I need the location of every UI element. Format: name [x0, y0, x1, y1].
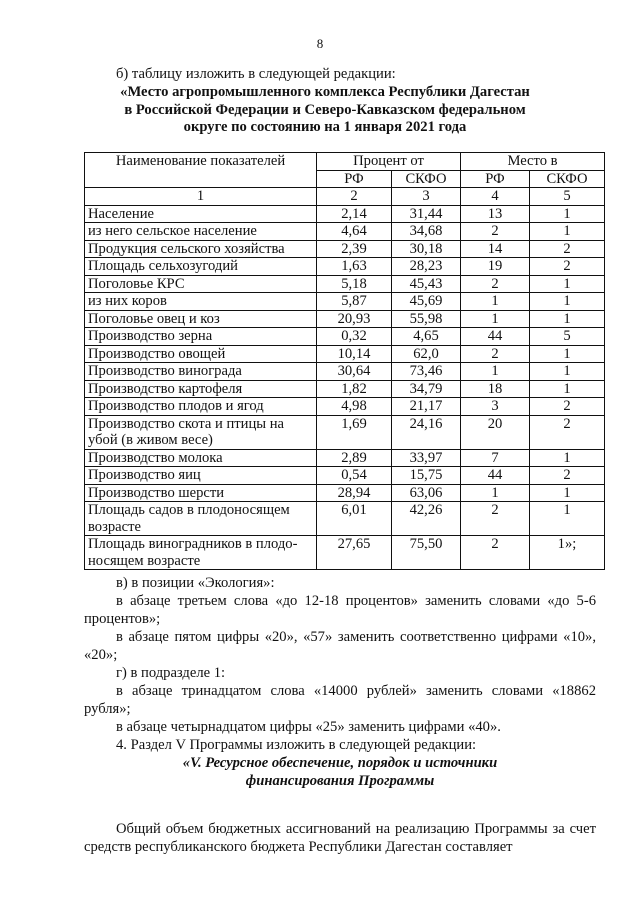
paragraph: в абзаце четырнадцатом цифры «25» заменить цифрами «40». [116, 719, 501, 735]
percent-rf-cell: 30,64 [317, 363, 392, 381]
place-rf-cell: 2 [461, 275, 530, 293]
paragraph: г) в подразделе 1: [116, 665, 226, 681]
table-row [85, 205, 605, 223]
place-rf-cell: 13 [461, 205, 530, 223]
place-rf-cell: 1 [461, 293, 530, 311]
table-row [85, 258, 605, 276]
place-rf-cell: 1 [461, 484, 530, 502]
percent-skfo-cell: 33,97 [392, 449, 461, 467]
place-skfo-cell: 1 [530, 310, 605, 328]
paragraph: Общий объем бюджетных ассигнований на реализацию Программы за счет средств республиканского бюджета Республики Дагестан составляет [84, 821, 596, 855]
place-skfo-cell: 2 [530, 240, 605, 258]
place-rf-cell: 7 [461, 449, 530, 467]
indicator-name-cell: Производство зерна [85, 328, 317, 346]
place-skfo-cell: 2 [530, 467, 605, 485]
column-number: 3 [392, 188, 461, 206]
percent-skfo-cell: 34,79 [392, 380, 461, 398]
column-number: 4 [461, 188, 530, 206]
percent-rf-cell: 6,01 [317, 502, 392, 536]
place-rf-cell: 2 [461, 223, 530, 241]
paragraph: в абзаце пятом цифры «20», «57» заменить соответственно цифрами «10», «20»; [84, 629, 596, 663]
percent-rf-cell: 20,93 [317, 310, 392, 328]
header-place-skfo: СКФО [530, 170, 605, 188]
header-place-group: Место в [461, 153, 605, 171]
table-row [85, 484, 605, 502]
place-rf-cell: 2 [461, 536, 530, 570]
percent-rf-cell: 2,14 [317, 205, 392, 223]
indicator-name-cell: Площадь сельхозугодий [85, 258, 317, 276]
intro-line: б) таблицу изложить в следующей редакции: [116, 66, 396, 82]
place-skfo-cell: 1 [530, 484, 605, 502]
percent-skfo-cell: 45,43 [392, 275, 461, 293]
table-title [90, 84, 560, 137]
percent-skfo-cell: 31,44 [392, 205, 461, 223]
place-skfo-cell: 1 [530, 275, 605, 293]
table-row [85, 328, 605, 346]
percent-rf-cell: 5,18 [317, 275, 392, 293]
indicator-name-cell: Производство скота и птицы на убой (в живом весе) [85, 415, 317, 449]
place-skfo-cell: 5 [530, 328, 605, 346]
table-row [85, 345, 605, 363]
table-row [85, 310, 605, 328]
column-number: 1 [85, 188, 317, 206]
place-skfo-cell: 1 [530, 205, 605, 223]
percent-skfo-cell: 45,69 [392, 293, 461, 311]
percent-rf-cell: 4,64 [317, 223, 392, 241]
percent-skfo-cell: 15,75 [392, 467, 461, 485]
place-rf-cell: 2 [461, 345, 530, 363]
place-rf-cell: 44 [461, 467, 530, 485]
amendment-text [84, 574, 596, 856]
place-skfo-cell: 1 [530, 363, 605, 381]
place-skfo-cell: 2 [530, 415, 605, 449]
indicator-name-cell: Производство молока [85, 449, 317, 467]
percent-rf-cell: 0,32 [317, 328, 392, 346]
table-row [85, 240, 605, 258]
table-row [85, 223, 605, 241]
place-skfo-cell: 1»; [530, 536, 605, 570]
table-title-line: округе по состоянию на 1 января 2021 года [183, 119, 467, 135]
header-percent-rf: РФ [317, 170, 392, 188]
place-skfo-cell: 2 [530, 258, 605, 276]
place-rf-cell: 3 [461, 398, 530, 416]
percent-skfo-cell: 34,68 [392, 223, 461, 241]
header-indicator-name: Наименование показателей [85, 153, 317, 188]
percent-rf-cell: 28,94 [317, 484, 392, 502]
header-place-rf: РФ [461, 170, 530, 188]
indicator-name-cell: Производство картофеля [85, 380, 317, 398]
place-rf-cell: 44 [461, 328, 530, 346]
place-skfo-cell: 1 [530, 223, 605, 241]
place-skfo-cell: 1 [530, 345, 605, 363]
paragraph: в абзаце третьем слова «до 12-18 процентов» заменить словами «до 5-6 процентов»; [84, 593, 596, 627]
paragraph: в абзаце тринадцатом слова «14000 рублей» заменить словами «18862 рубля»; [84, 683, 596, 717]
percent-skfo-cell: 30,18 [392, 240, 461, 258]
header-percent-skfo: СКФО [392, 170, 461, 188]
percent-rf-cell: 0,54 [317, 467, 392, 485]
indicator-name-cell: Производство овощей [85, 345, 317, 363]
indicator-name-cell: из него сельское население [85, 223, 317, 241]
place-rf-cell: 20 [461, 415, 530, 449]
percent-skfo-cell: 42,26 [392, 502, 461, 536]
place-rf-cell: 1 [461, 310, 530, 328]
percent-rf-cell: 4,98 [317, 398, 392, 416]
percent-rf-cell: 5,87 [317, 293, 392, 311]
page-number: 8 [316, 36, 324, 51]
indicator-name-cell: Площадь садов в плодоносящем возрасте [85, 502, 317, 536]
percent-skfo-cell: 62,0 [392, 345, 461, 363]
percent-skfo-cell: 63,06 [392, 484, 461, 502]
percent-skfo-cell: 75,50 [392, 536, 461, 570]
table-row [85, 293, 605, 311]
paragraph: «V. Ресурсное обеспечение, порядок и источники финансирования Программы [182, 755, 498, 789]
table-row [85, 380, 605, 398]
paragraph: 4. Раздел V Программы изложить в следующей редакции: [116, 737, 477, 753]
indicator-name-cell: Площадь виноградников в плодо-носящем возрасте [85, 536, 317, 570]
percent-rf-cell: 1,82 [317, 380, 392, 398]
place-skfo-cell: 1 [530, 449, 605, 467]
place-rf-cell: 1 [461, 363, 530, 381]
indicator-name-cell: Производство яиц [85, 467, 317, 485]
place-rf-cell: 18 [461, 380, 530, 398]
place-skfo-cell: 1 [530, 380, 605, 398]
paragraph: в) в позиции «Экология»: [116, 575, 275, 591]
percent-rf-cell: 1,63 [317, 258, 392, 276]
table-row [85, 502, 605, 536]
percent-rf-cell: 10,14 [317, 345, 392, 363]
percent-rf-cell: 2,39 [317, 240, 392, 258]
place-rf-cell: 14 [461, 240, 530, 258]
place-rf-cell: 2 [461, 502, 530, 536]
table-row [85, 415, 605, 449]
place-skfo-cell: 1 [530, 502, 605, 536]
indicator-name-cell: Производство винограда [85, 363, 317, 381]
percent-skfo-cell: 55,98 [392, 310, 461, 328]
place-skfo-cell: 1 [530, 293, 605, 311]
percent-rf-cell: 1,69 [317, 415, 392, 449]
table-row [85, 363, 605, 381]
percent-skfo-cell: 28,23 [392, 258, 461, 276]
percent-skfo-cell: 21,17 [392, 398, 461, 416]
column-number: 2 [317, 188, 392, 206]
indicator-name-cell: из них коров [85, 293, 317, 311]
place-rf-cell: 19 [461, 258, 530, 276]
percent-rf-cell: 27,65 [317, 536, 392, 570]
agro-ranking-table [84, 152, 605, 570]
indicator-name-cell: Продукция сельского хозяйства [85, 240, 317, 258]
percent-skfo-cell: 73,46 [392, 363, 461, 381]
percent-skfo-cell: 4,65 [392, 328, 461, 346]
place-skfo-cell: 2 [530, 398, 605, 416]
indicator-name-cell: Поголовье овец и коз [85, 310, 317, 328]
indicator-name-cell: Производство шерсти [85, 484, 317, 502]
indicator-name-cell: Население [85, 205, 317, 223]
column-number: 5 [530, 188, 605, 206]
percent-rf-cell: 2,89 [317, 449, 392, 467]
indicator-name-cell: Поголовье КРС [85, 275, 317, 293]
table-title-line: в Российской Федерации и Северо-Кавказском федеральном [124, 101, 526, 118]
table-row [85, 398, 605, 416]
table-row [85, 467, 605, 485]
header-percent-group: Процент от [317, 153, 461, 171]
table-title-line: «Место агропромышленного комплекса Республики Дагестан [120, 84, 530, 100]
table-row [85, 275, 605, 293]
indicator-name-cell: Производство плодов и ягод [85, 398, 317, 416]
table-row [85, 536, 605, 570]
table-row [85, 449, 605, 467]
percent-skfo-cell: 24,16 [392, 415, 461, 449]
